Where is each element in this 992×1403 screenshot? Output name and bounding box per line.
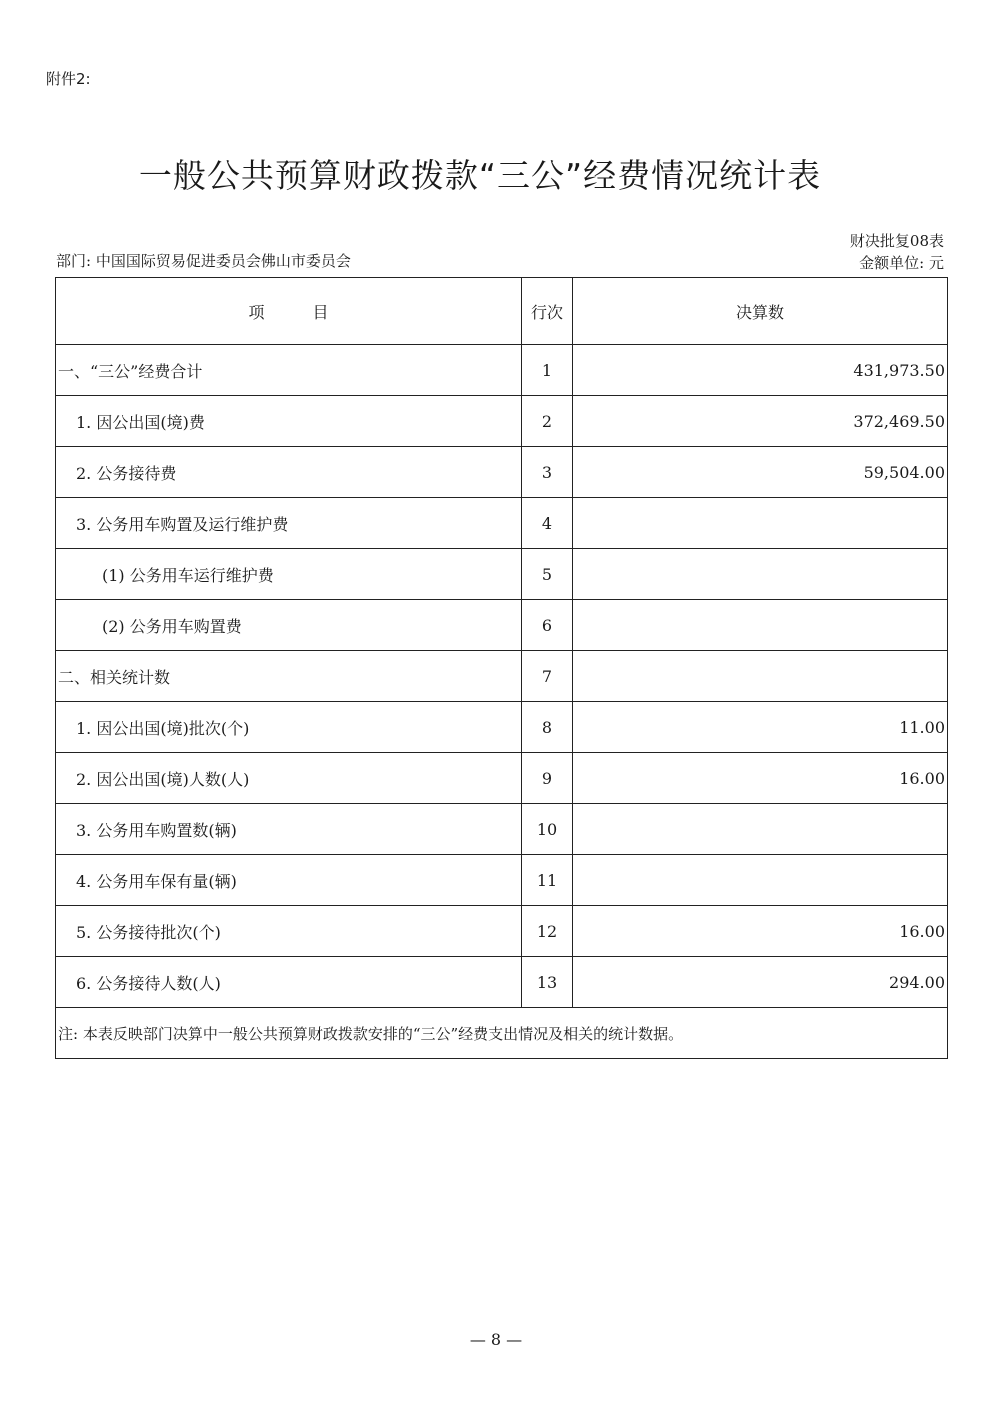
row-value <box>573 855 948 906</box>
row-item: 1. 因公出国(境)批次(个) <box>56 702 522 753</box>
row-value: 294.00 <box>573 957 948 1008</box>
row-number: 5 <box>522 549 573 600</box>
form-code: 财决批复08表 <box>849 232 944 250</box>
attachment-label: 附件2: <box>46 70 91 88</box>
header-row-number: 行次 <box>522 278 573 345</box>
table-header-row <box>56 278 948 345</box>
row-item: 2. 公务接待费 <box>56 447 522 498</box>
table-row <box>56 345 948 396</box>
row-value <box>573 651 948 702</box>
page-title: 一般公共预算财政拨款“三公”经费情况统计表 <box>138 156 822 195</box>
row-value <box>573 804 948 855</box>
header-value: 决算数 <box>573 278 948 345</box>
row-number: 6 <box>522 600 573 651</box>
table-row <box>56 600 948 651</box>
unit-label: 金额单位: 元 <box>859 254 944 272</box>
row-number: 13 <box>522 957 573 1008</box>
row-item: (2) 公务用车购置费 <box>56 600 522 651</box>
table-note-row <box>56 1008 948 1059</box>
row-item: 2. 因公出国(境)人数(人) <box>56 753 522 804</box>
row-number: 1 <box>522 345 573 396</box>
row-item: (1) 公务用车运行维护费 <box>56 549 522 600</box>
row-item: 1. 因公出国(境)费 <box>56 396 522 447</box>
row-number: 11 <box>522 855 573 906</box>
table-row <box>56 396 948 447</box>
table-row <box>56 906 948 957</box>
row-number: 2 <box>522 396 573 447</box>
table-row <box>56 753 948 804</box>
form-meta <box>850 230 944 274</box>
department-label: 部门: 中国国际贸易促进委员会佛山市委员会 <box>56 252 351 270</box>
row-value: 11.00 <box>573 702 948 753</box>
row-value: 59,504.00 <box>573 447 948 498</box>
table-row <box>56 855 948 906</box>
row-value <box>573 549 948 600</box>
row-value: 16.00 <box>573 906 948 957</box>
table-row <box>56 957 948 1008</box>
table-note: 注: 本表反映部门决算中一般公共预算财政拨款安排的“三公”经费支出情况及相关的统计数据。 <box>56 1008 948 1059</box>
row-value <box>573 498 948 549</box>
page-number: — 8 — <box>469 1330 523 1349</box>
three-public-expenses-table <box>55 277 948 1059</box>
row-item: 4. 公务用车保有量(辆) <box>56 855 522 906</box>
header-item: 项 目 <box>56 278 522 345</box>
row-number: 12 <box>522 906 573 957</box>
row-number: 3 <box>522 447 573 498</box>
row-value: 16.00 <box>573 753 948 804</box>
table-row <box>56 549 948 600</box>
row-number: 4 <box>522 498 573 549</box>
table-row <box>56 651 948 702</box>
row-value: 372,469.50 <box>573 396 948 447</box>
table-row <box>56 702 948 753</box>
row-item: 一、“三公”经费合计 <box>56 345 522 396</box>
table-row <box>56 498 948 549</box>
row-item: 6. 公务接待人数(人) <box>56 957 522 1008</box>
row-number: 7 <box>522 651 573 702</box>
table-row <box>56 804 948 855</box>
row-number: 10 <box>522 804 573 855</box>
row-value: 431,973.50 <box>573 345 948 396</box>
row-item: 3. 公务用车购置及运行维护费 <box>56 498 522 549</box>
row-item: 5. 公务接待批次(个) <box>56 906 522 957</box>
row-item: 3. 公务用车购置数(辆) <box>56 804 522 855</box>
row-value <box>573 600 948 651</box>
row-item: 二、相关统计数 <box>56 651 522 702</box>
row-number: 8 <box>522 702 573 753</box>
table-row <box>56 447 948 498</box>
row-number: 9 <box>522 753 573 804</box>
